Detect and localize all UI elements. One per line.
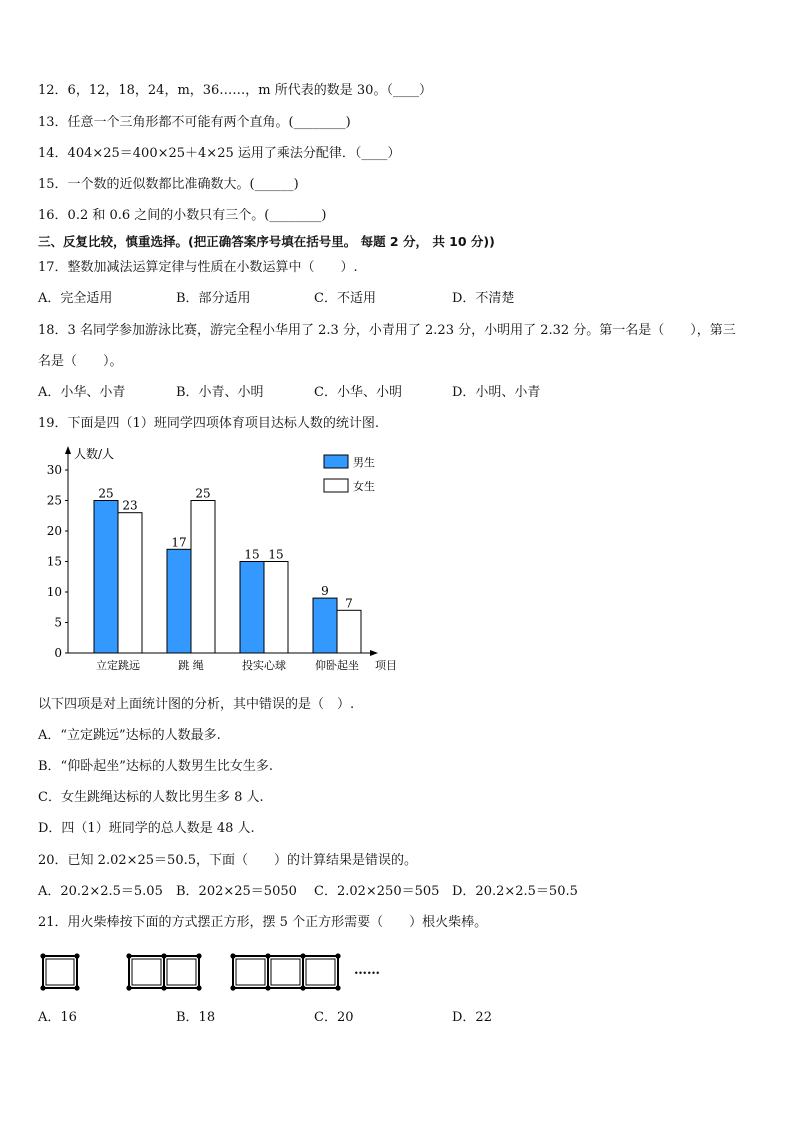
x-tick-label: 仰卧起坐 [315,659,359,672]
q17-option-d: D．不清楚 [452,291,515,306]
bar-value-label: 17 [171,535,187,550]
bar [94,501,118,654]
bar [313,598,337,653]
q20-option-b: B．202×25＝5050 [176,884,297,899]
question-15: 15．一个数的近似数都比准确数大。(______) [38,177,299,192]
y-tick-label: 25 [46,493,62,508]
y-tick-label: 5 [54,615,62,630]
bar-value-label: 15 [244,547,260,562]
bar-value-label: 9 [321,584,329,599]
x-tick-label: 跳 绳 [178,659,204,672]
y-tick-label: 15 [46,554,62,569]
bar-chart [40,440,420,678]
bar [118,513,142,653]
bar [167,549,191,653]
q21-option-a: A．16 [38,1010,77,1025]
q19-option-b: B．“仰卧起坐”达标的人数男生比女生多. [38,759,273,774]
q19-option-a: A．“立定跳远”达标的人数最多. [38,728,221,743]
q18-option-b: B．小青、小明 [176,385,264,400]
bar [337,610,361,653]
q20-option-a: A．20.2×2.5＝5.05 [38,884,163,899]
matchstick-one-square [38,950,84,994]
question-13: 13．任意一个三角形都不可能有两个直角。(________) [38,115,351,130]
q18-option-c: C．小华、小明 [314,385,402,400]
bar [191,501,215,654]
q19-intro: 以下四项是对上面统计图的分析，其中错误的是（ ）. [38,697,355,712]
legend-swatch [324,479,348,492]
x-axis-label: 项目 [375,659,397,672]
question-19: 19．下面是四（1）班同学四项体育项目达标人数的统计图. [38,416,379,431]
bar-value-label: 25 [195,486,211,501]
legend-label: 女生 [353,480,375,493]
bar [264,562,288,654]
y-axis-arrow [65,446,71,454]
q20-option-d: D．20.2×2.5＝50.5 [452,884,578,899]
q18-option-d: D．小明、小青 [452,385,541,400]
y-tick-label: 0 [54,646,62,660]
question-12: 12．6，12，18，24，m，36……，m 所代表的数是 30。（____） [38,83,432,98]
q18-option-a: A．小华、小青 [38,385,126,400]
matchstick-three-squares [228,950,346,994]
x-tick-label: 投实心球 [242,659,286,672]
q17-option-a: A．完全适用 [38,291,113,306]
q17-option-b: B．部分适用 [176,291,251,306]
q19-option-d: D．四（1）班同学的总人数是 48 人. [38,821,255,836]
bar-value-label: 25 [98,486,114,501]
q19-option-c: C．女生跳绳达标的人数比男生多 8 人. [38,790,264,805]
bar-value-label: 23 [122,498,138,513]
question-18-line2: 名是（ ）。 [38,354,123,369]
q21-option-b: B．18 [176,1010,216,1025]
q17-option-c: C．不适用 [314,291,376,306]
matchstick-ellipsis: …… [354,963,380,978]
question-17: 17．整数加减法运算定律与性质在小数运算中（ ）. [38,260,358,275]
question-20: 20．已知 2.02×25＝50.5，下面（ ）的计算结果是错误的。 [38,853,417,868]
question-14: 14．404×25＝400×25＋4×25 运用了乘法分配律．（____） [38,146,401,161]
x-axis-arrow [370,650,378,656]
bar-value-label: 7 [345,596,353,611]
section-3-heading: 三、反复比较，慎重选择。(把正确答案序号填在括号里。 每题 2 分， 共 10 分)) [38,234,495,249]
bar-value-label: 15 [268,547,284,562]
question-21: 21．用火柴棒按下面的方式摆正方形，摆 5 个正方形需要（ ）根火柴棒。 [38,915,488,930]
q20-option-c: C．2.02×250＝505 [314,884,440,899]
y-axis-label: 人数/人 [74,447,115,461]
q21-option-d: D．22 [452,1010,492,1025]
y-tick-label: 10 [46,585,62,599]
question-18-line1: 18．3 名同学参加游泳比赛，游完全程小华用了 2.3 分，小青用了 2.23 分，小明用了 2.32 分。第一名是（ ），第三 [38,323,736,338]
q21-option-c: C．20 [314,1010,354,1025]
matchstick-two-squares [124,950,208,994]
legend-label: 男生 [353,456,375,469]
bar [240,562,264,654]
legend-swatch [324,455,348,468]
x-tick-label: 立定跳远 [96,659,140,672]
question-16: 16．0.2 和 0.6 之间的小数只有三个。(________) [38,208,327,223]
y-tick-label: 30 [46,463,62,477]
y-tick-label: 20 [46,524,62,538]
